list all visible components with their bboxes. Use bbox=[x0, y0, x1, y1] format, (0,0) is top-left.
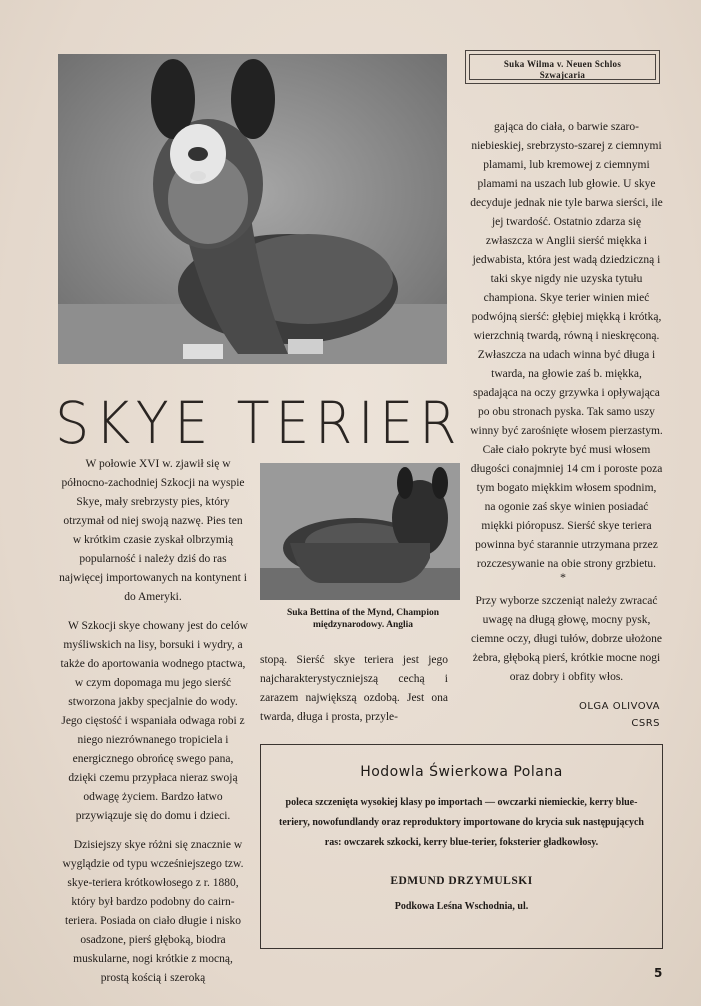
right-column-paragraph-2: Przy wyborze szczeniąt należy zwracać uwagę na długą głowę, mocny pysk, ciemne oczy, długi tułów, dobrze ułożone żebra, głęboką pierś, krótkie mocne nogi oraz dobry i obfity włos. bbox=[470, 595, 663, 683]
right-column-text-2 bbox=[470, 592, 663, 697]
section-separator: * bbox=[560, 570, 566, 584]
left-paragraph-3: Dzisiejszy skye różni się znacznie w wyglądzie od typu wcześniejszego tzw. skye-teriera krótkowłosego z r. 1880, który był bardzo podobny do cairn-teriera. Posiada on ciało długie i nisko osadzone, pierś głęboką, biodra muskularne, nogi krótkie z mocną, prostą kością i szeroką bbox=[62, 839, 244, 984]
ad-body: poleca szczenięta wysokiej klasy po importach — owczarki niemieckie, kerry blue-teriery, nowofundlandy oraz reproduktory importowane do krycia suk następujących ras: owczarek szkocki, kerry blue-terier, foksterier gładkowłosy. bbox=[279, 797, 644, 848]
article-title: SKYE TERIER bbox=[55, 389, 463, 457]
right-column-text bbox=[470, 118, 663, 584]
ad-owner-name: EDMUND DRZYMULSKI bbox=[390, 875, 533, 887]
caption-mid-line2: międzynarodowy. Anglia bbox=[312, 620, 414, 630]
left-paragraph-2: W Szkocji skye chowany jest do celów myśliwskich na lisy, borsuki i wydry, a także do aportowania wodnego ptactwa, w czym dopomaga mu jego sierść stworzona jakby specjalnie do wody. Jego cięstość i wspaniała odwaga robi z niego niezrównanego tropiciela i energicznego obrońcę swego pana, dzięki czemu przypłaca nieraz swoją odwagę życiem. Bardzo łatwo przywiązuje się do domu i dzieci. bbox=[60, 620, 248, 822]
top-photo-caption bbox=[465, 50, 660, 84]
author-signature bbox=[540, 698, 660, 732]
ad-title: Hodowla Świerkowa Polana bbox=[360, 764, 563, 780]
caption-mid-line1: Suka Bettina of the Mynd, Champion bbox=[286, 608, 440, 618]
right-column-paragraph: gająca do ciała, o barwie szaro-niebieskiej, srebrzysto-szarej z ciemnymi plamami, lub kremowej z ciemnymi plamami na uszach lub głowie. U skye decyduje jednak nie tyle barwa sierści, ile jej twardość. Ostatnio zdarza się zwłaszcza w Anglii sierść miękka i jedwabista, która jest wadą dziedziczną i taki skye nigdy nie uzyska tytułu championa. Skye terier winien mieć podwójną sierść: głębiej miękką i krótką, wierzchnią twardą, równą i nieskręconą. Zwłaszcza na udach winna być długa i twarda, na głowie zaś b. miękka, spadająca na oczy grzywka i opływająca po obu stronach pyska. Tak samo uszy winny być zarośnięte włosem pierzastym. Całe ciało pokryte być musi włosem długości conajmniej 14 cm i poroste poza tym bogato miękkim włosem spodnim, na ogonie zaś skye winien posiadać miękki pióropusz. Sierść skye teriera powinna być starannie utrzymana przez rozczesywanie na obie strony grzbietu. bbox=[470, 121, 663, 570]
kennel-advertisement bbox=[260, 744, 663, 949]
dog-photo-bettina bbox=[260, 463, 460, 600]
middle-column-text bbox=[260, 651, 448, 737]
page-number: 5 bbox=[654, 966, 663, 980]
caption-top-line2: Szwajcaria bbox=[539, 70, 586, 80]
ad-address: Podkowa Leśna Wschodnia, ul. bbox=[394, 901, 529, 912]
dog-photo-wilma bbox=[58, 54, 447, 364]
author-org: CSRS bbox=[631, 718, 660, 729]
middle-paragraph: stopą. Sierść skye teriera jest jego najcharakterystyczniejszą cechą i zarazem największą ozdobą. Jest ona twarda, długa i prosta, przyle- bbox=[260, 654, 448, 723]
left-column-text bbox=[58, 455, 248, 998]
author-name: OLGA OLIVOVA bbox=[578, 701, 660, 712]
caption-top-line1: Suka Wilma v. Neuen Schlos bbox=[503, 59, 622, 69]
left-paragraph-1: W połowie XVI w. zjawił się w północno-zachodniej Szkocji na wyspie Skye, mały srebrzysty pies, który otrzymał od niej swoją nazwę. Pies ten w krótkim czasie zyskał olbrzymią popularność i należy dziś do ras najwięcej importowanych na kontynent i do Ameryki. bbox=[59, 458, 247, 603]
mid-photo-caption bbox=[258, 607, 468, 631]
